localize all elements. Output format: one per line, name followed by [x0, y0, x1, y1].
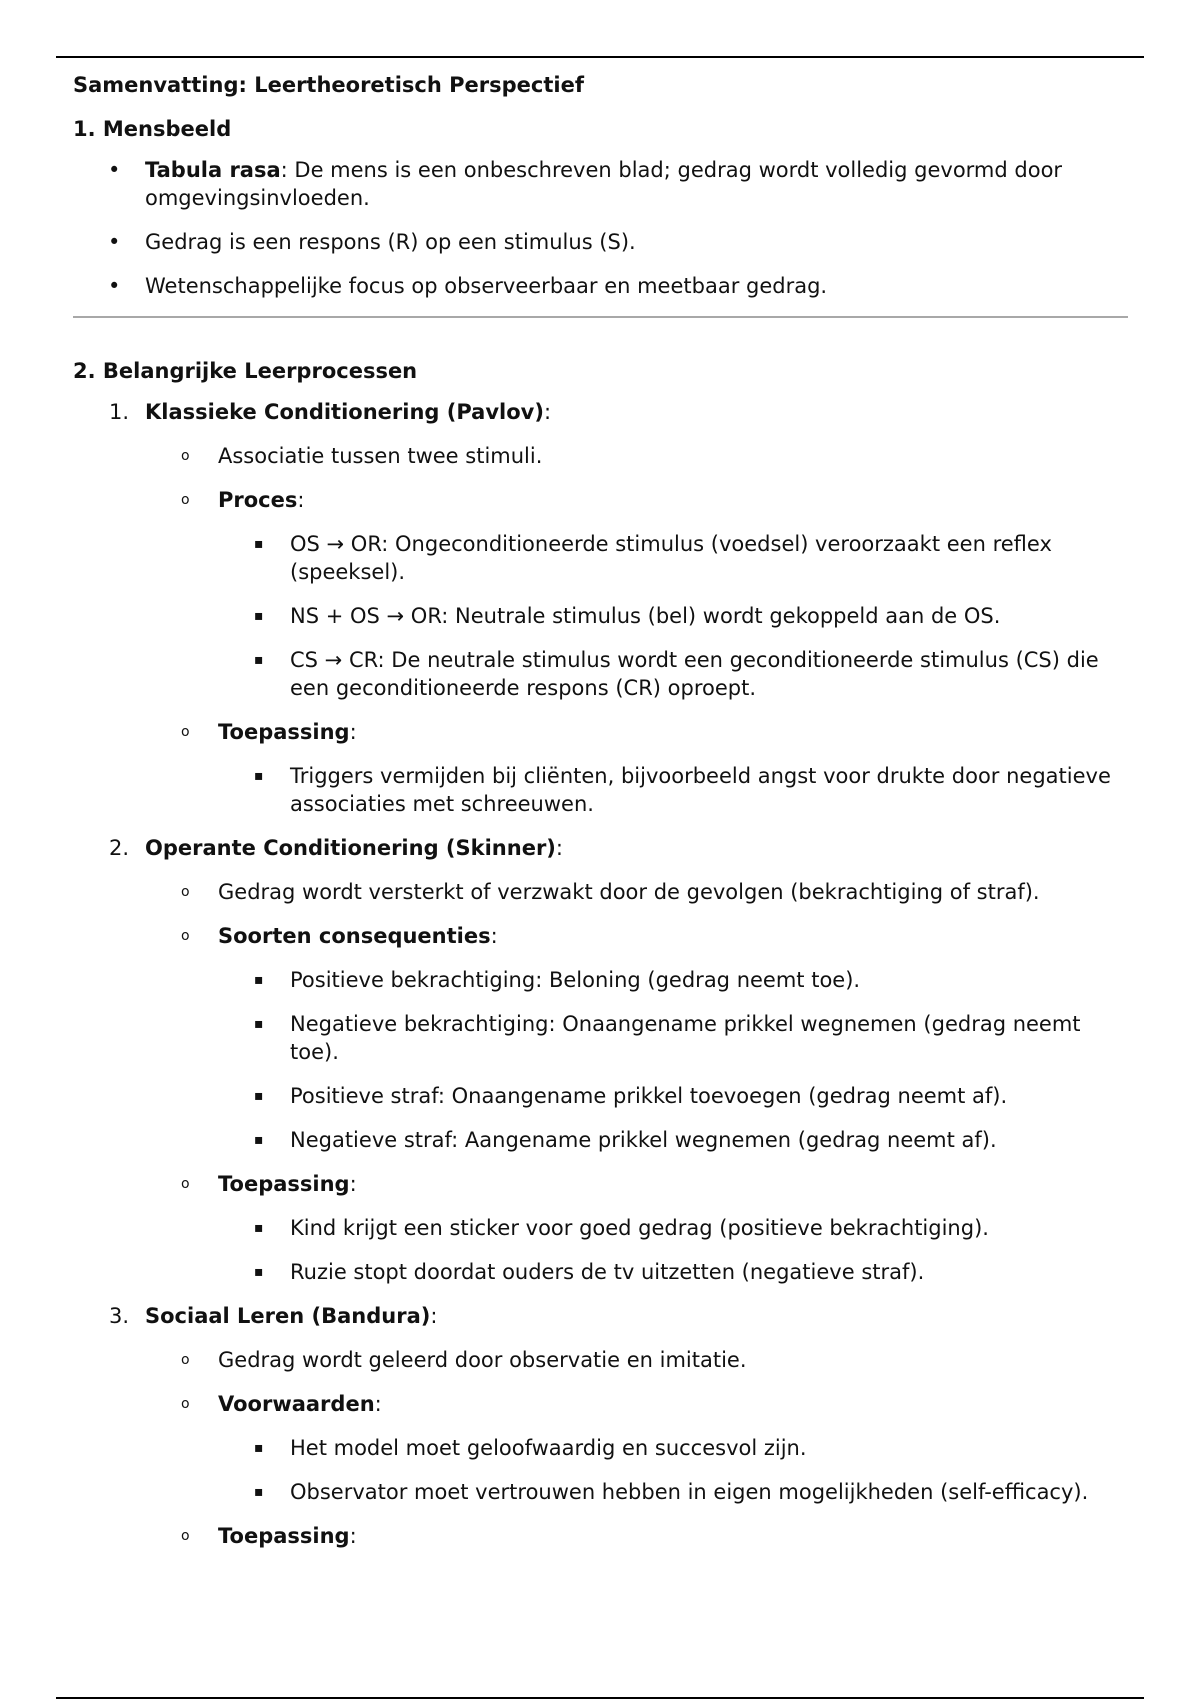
list-item	[73, 156, 1133, 212]
sub-item-soorten	[73, 922, 1133, 950]
circle-marker: o	[181, 1352, 190, 1368]
sub-item	[73, 1346, 1133, 1374]
circle-marker: o	[181, 448, 190, 464]
section-divider	[73, 316, 1128, 318]
square-marker: ▪	[254, 1484, 264, 1500]
item-text: Gedrag wordt geleerd door observatie en imitatie.	[218, 1348, 747, 1372]
item-text: : De mens is een onbeschreven blad; gedrag wordt volledig gevormd door omgevingsinvloeden.	[145, 158, 1063, 210]
colon: :	[374, 1392, 382, 1416]
sub-sub-item	[73, 762, 1133, 818]
square-marker: ▪	[254, 1220, 264, 1236]
sub-sub-item	[73, 1258, 1133, 1286]
item-text: Positieve bekrachtiging: Beloning (gedrag neemt toe).	[290, 968, 861, 992]
square-marker: ▪	[254, 972, 264, 988]
sub-sub-item	[73, 966, 1133, 994]
term-tabula-rasa: Tabula rasa	[145, 158, 281, 182]
colon: :	[297, 488, 305, 512]
bullet-marker: •	[108, 274, 121, 298]
sub-sub-item	[73, 1214, 1133, 1242]
sub-item	[73, 878, 1133, 906]
item-number: 1.	[109, 400, 130, 424]
numbered-item-klassieke-conditionering	[73, 398, 1133, 426]
circle-marker: o	[181, 492, 190, 508]
square-marker: ▪	[254, 1088, 264, 1104]
item-text: Observator moet vertrouwen hebben in eigen mogelijkheden (self-efficacy).	[290, 1480, 1089, 1504]
bullet-marker: •	[108, 230, 121, 254]
item-text: Negatieve bekrachtiging: Onaangename prikkel wegnemen (gedrag neemt toe).	[290, 1012, 1081, 1064]
item-text: Positieve straf: Onaangename prikkel toevoegen (gedrag neemt af).	[290, 1084, 1008, 1108]
sub-heading: Soorten consequenties	[218, 924, 491, 948]
square-marker: ▪	[254, 1016, 264, 1032]
numbered-item-sociaal-leren	[73, 1302, 1133, 1330]
colon: :	[490, 924, 498, 948]
item-text: Gedrag wordt versterkt of verzwakt door de gevolgen (bekrachtiging of straf).	[218, 880, 1040, 904]
colon: :	[543, 400, 552, 424]
circle-marker: o	[181, 1396, 190, 1412]
sub-sub-item	[73, 1478, 1133, 1506]
colon: :	[349, 1524, 357, 1548]
item-text: Gedrag is een respons (R) op een stimulus (S).	[145, 230, 636, 254]
bottom-rule	[56, 1697, 1144, 1699]
sub-sub-item	[73, 646, 1133, 702]
sub-heading: Proces	[218, 488, 298, 512]
list-item	[73, 272, 1133, 300]
sub-sub-item	[73, 602, 1133, 630]
colon: :	[555, 836, 563, 860]
sub-item-proces	[73, 486, 1133, 514]
item-title: Sociaal Leren (Bandura)	[145, 1304, 431, 1328]
sub-sub-item	[73, 1434, 1133, 1462]
square-marker: ▪	[254, 1264, 264, 1280]
item-text: CS → CR: De neutrale stimulus wordt een geconditioneerde stimulus (CS) die een geconditioneerde respons (CR) oproept.	[290, 648, 1099, 700]
section-heading-mensbeeld: 1. Mensbeeld	[73, 117, 232, 141]
colon: :	[349, 720, 357, 744]
square-marker: ▪	[254, 652, 264, 668]
top-rule	[56, 56, 1144, 58]
item-text: OS → OR: Ongeconditioneerde stimulus (voedsel) veroorzaakt een reflex (speeksel).	[290, 532, 1052, 584]
sub-heading: Toepassing	[218, 720, 350, 744]
sub-item-toepassing	[73, 718, 1133, 746]
document-title: Samenvatting: Leertheoretisch Perspectief	[73, 73, 584, 97]
circle-marker: o	[181, 1176, 190, 1192]
colon: :	[430, 1304, 438, 1328]
bullet-marker: •	[108, 158, 121, 182]
sub-sub-item	[73, 1082, 1133, 1110]
circle-marker: o	[181, 884, 190, 900]
item-text: Negatieve straf: Aangename prikkel wegnemen (gedrag neemt af).	[290, 1128, 997, 1152]
circle-marker: o	[181, 724, 190, 740]
sub-item-toepassing	[73, 1170, 1133, 1198]
circle-marker: o	[181, 1528, 190, 1544]
sub-heading: Toepassing	[218, 1172, 350, 1196]
item-text: Kind krijgt een sticker voor goed gedrag (positieve bekrachtiging).	[290, 1216, 989, 1240]
sub-sub-item	[73, 530, 1133, 586]
sub-item-toepassing	[73, 1522, 1133, 1550]
item-text: Triggers vermijden bij cliënten, bijvoorbeeld angst voor drukte door negatieve associaties met schreeuwen.	[290, 764, 1111, 816]
item-text: NS + OS → OR: Neutrale stimulus (bel) wordt gekoppeld aan de OS.	[290, 604, 1001, 628]
item-text: Ruzie stopt doordat ouders de tv uitzetten (negatieve straf).	[290, 1260, 925, 1284]
item-text: Wetenschappelijke focus op observeerbaar en meetbaar gedrag.	[145, 274, 828, 298]
numbered-item-operante-conditionering	[73, 834, 1133, 862]
square-marker: ▪	[254, 768, 264, 784]
sub-sub-item	[73, 1126, 1133, 1154]
sub-item-voorwaarden	[73, 1390, 1133, 1418]
list-item	[73, 228, 1133, 256]
sub-sub-item	[73, 1010, 1133, 1066]
item-number: 2.	[109, 836, 130, 860]
document-body	[73, 70, 1133, 1566]
circle-marker: o	[181, 928, 190, 944]
section-heading-leerprocessen: 2. Belangrijke Leerprocessen	[73, 359, 418, 383]
sub-heading: Voorwaarden	[218, 1392, 375, 1416]
item-text: Associatie tussen twee stimuli.	[218, 444, 543, 468]
item-title: Klassieke Conditionering (Pavlov)	[145, 400, 544, 424]
square-marker: ▪	[254, 536, 264, 552]
item-text: Het model moet geloofwaardig en succesvol zijn.	[290, 1436, 807, 1460]
colon: :	[349, 1172, 357, 1196]
item-title: Operante Conditionering (Skinner)	[145, 836, 556, 860]
square-marker: ▪	[254, 1440, 264, 1456]
square-marker: ▪	[254, 1132, 264, 1148]
item-number: 3.	[109, 1304, 130, 1328]
sub-heading: Toepassing	[218, 1524, 350, 1548]
sub-item	[73, 442, 1133, 470]
square-marker: ▪	[254, 608, 264, 624]
